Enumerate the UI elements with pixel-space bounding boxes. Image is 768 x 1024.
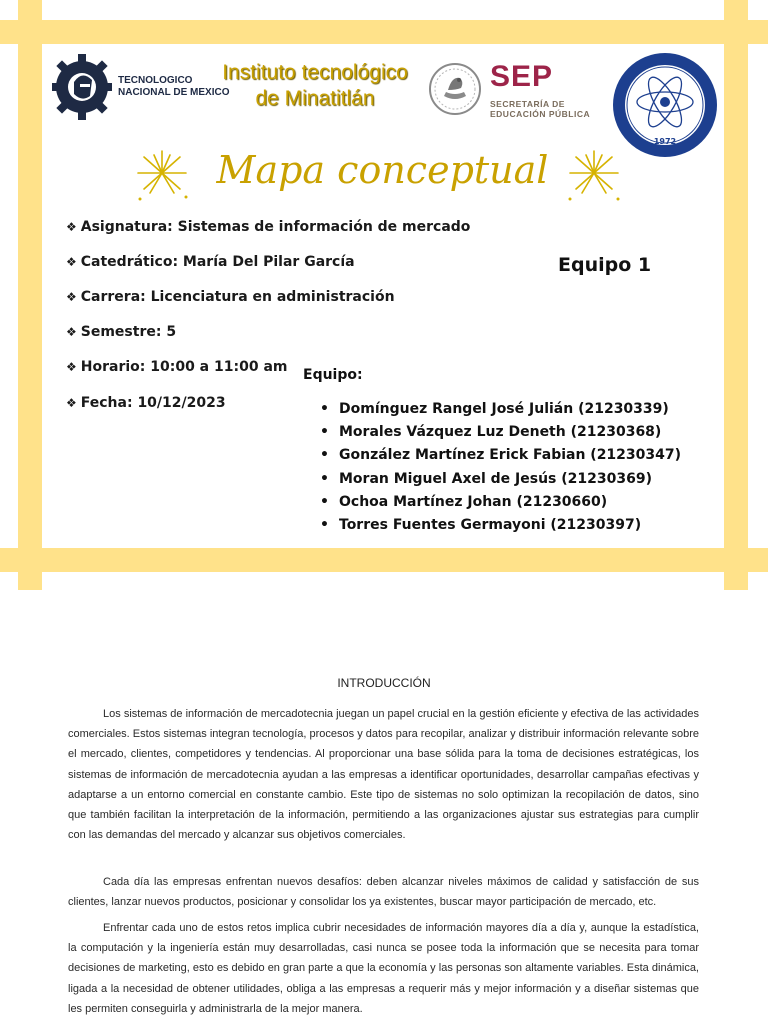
- list-item: [320, 514, 681, 537]
- info-carrera-text: Carrera: Licenciatura en administración: [80, 289, 395, 305]
- diamond-bullet-icon: ❖: [66, 325, 77, 339]
- frame-top-stripe: [0, 20, 768, 44]
- intro-paragraph-2: Cada día las empresas enfrentan nuevos desafíos: deben alcanzar niveles máximos de calidad y satisfacción de sus clientes, lanzar nuevos productos, posicionar y consolidar los ya existentes, buscar mayor participación de mercado, etc.: [68, 876, 699, 909]
- team-member-name: Morales Vázquez Luz Deneth (21230368): [339, 424, 662, 441]
- team-member-name: Moran Miguel Axel de Jesús (21230369): [339, 470, 652, 487]
- info-semestre-text: Semestre: 5: [80, 324, 177, 340]
- sep-subtitle-line2: EDUCACIÓN PÚBLICA: [490, 109, 591, 119]
- diamond-bullet-icon: ❖: [66, 396, 77, 410]
- team-heading: Equipo:: [303, 367, 363, 383]
- info-semestre: [66, 324, 176, 340]
- institute-name-line1: Instituto tecnológico: [222, 61, 408, 84]
- itm-emblem: [612, 52, 718, 158]
- institute-name-line2: de Minatitlán: [255, 87, 375, 110]
- bullet-icon: •: [320, 493, 329, 510]
- info-catedratico-text: Catedrático: María Del Pilar García: [80, 254, 355, 270]
- list-item: [320, 421, 681, 444]
- diamond-bullet-icon: ❖: [66, 360, 77, 374]
- info-fecha-text: Fecha: 10/12/2023: [80, 395, 226, 411]
- info-horario: [66, 359, 287, 375]
- team-member-name: Domínguez Rangel José Julián (21230339): [339, 401, 669, 417]
- team-member-name: Torres Fuentes Germayoni (21230397): [339, 516, 642, 533]
- bullet-icon: •: [320, 424, 329, 441]
- intro-heading: INTRODUCCIÓN: [337, 676, 431, 690]
- institute-name: [205, 60, 425, 112]
- info-carrera: [66, 289, 395, 305]
- frame-bottom-stripe: [0, 548, 768, 572]
- info-horario-text: Horario: 10:00 a 11:00 am: [80, 359, 288, 375]
- sep-subtitle: [490, 99, 590, 119]
- bullet-icon: •: [320, 447, 329, 464]
- list-item: [320, 398, 681, 421]
- team-member-name: Ochoa Martínez Johan (21230660): [339, 493, 608, 510]
- intro-paragraph-1: Los sistemas de información de mercadotecnia juegan un papel crucial en la gestión eficiente y efectiva de las actividades comerciales. Estos sistemas integran tecnología, procesos y datos para recopilar, analizar y distribuir información relevante sobre el mercado, clientes, competidores y tendencias. Al proporcionar una base sólida para la toma de decisiones estratégicas, los sistemas de información de mercadotecnia ayudan a las empresas a identificar oportunidades, desarrollar campañas efectivas y adaptarse a un entorno comercial en constante cambio. Este tipo de sistemas no solo optimizan la recopilación de datos, sino que también facilitan la interpretación de la información, permitiendo a las organizaciones ajustar sus estrategias para cumplir con las demandas del mercado y alcanzar sus objetivos comerciales.: [68, 708, 699, 842]
- itm-emblem-year: 1972: [653, 137, 677, 146]
- tecnm-name-line2: NACIONAL DE MEXICO: [118, 87, 230, 98]
- info-fecha: [66, 395, 226, 411]
- mexico-coat-of-arms-icon: [428, 62, 482, 116]
- team-name: Equipo 1: [558, 254, 652, 276]
- list-item: [320, 444, 681, 467]
- frame-right-stripe: [724, 0, 748, 590]
- fireworks-left-icon: [130, 143, 194, 207]
- bullet-icon: •: [320, 516, 329, 533]
- list-item: [320, 468, 681, 491]
- diamond-bullet-icon: ❖: [66, 255, 77, 269]
- intro-paragraph-3: Enfrentar cada uno de estos retos implica cubrir necesidades de información mayores día a día y, aunque la estadística, la computación y la ingeniería están muy desarrolladas, casi nunca se posee toda la información que se necesita para tomar decisiones de marketing, esto es debido en gran parte a que la economía y las personas son altamente variables. Esta dinámica, ligada a la necesidad de obtener utilidades, obliga a las empresas a requerir más y mejor información y a diseñar sistemas que les permiten conseguirla y administrarla de la mejor manera.: [68, 922, 699, 1015]
- sep-subtitle-line1: SECRETARÍA DE: [490, 99, 565, 109]
- team-member-list: [320, 398, 681, 537]
- bullet-icon: •: [320, 401, 329, 417]
- list-item: [320, 491, 681, 514]
- document-title: Mapa conceptual: [216, 148, 549, 192]
- info-catedratico: [66, 254, 355, 270]
- info-asignatura-text: Asignatura: Sistemas de información de mercado: [80, 219, 471, 235]
- team-member-name: González Martínez Erick Fabian (21230347): [339, 447, 682, 464]
- info-asignatura: [66, 219, 470, 235]
- diamond-bullet-icon: ❖: [66, 290, 77, 304]
- sep-logo-text: SEP: [490, 60, 554, 93]
- tecnm-name-line1: TECNOLOGICO: [118, 75, 193, 86]
- diamond-bullet-icon: ❖: [66, 220, 77, 234]
- frame-left-stripe: [18, 0, 42, 590]
- tecnm-logo: [52, 52, 112, 122]
- fireworks-right-icon: [562, 143, 626, 207]
- bullet-icon: •: [320, 470, 329, 487]
